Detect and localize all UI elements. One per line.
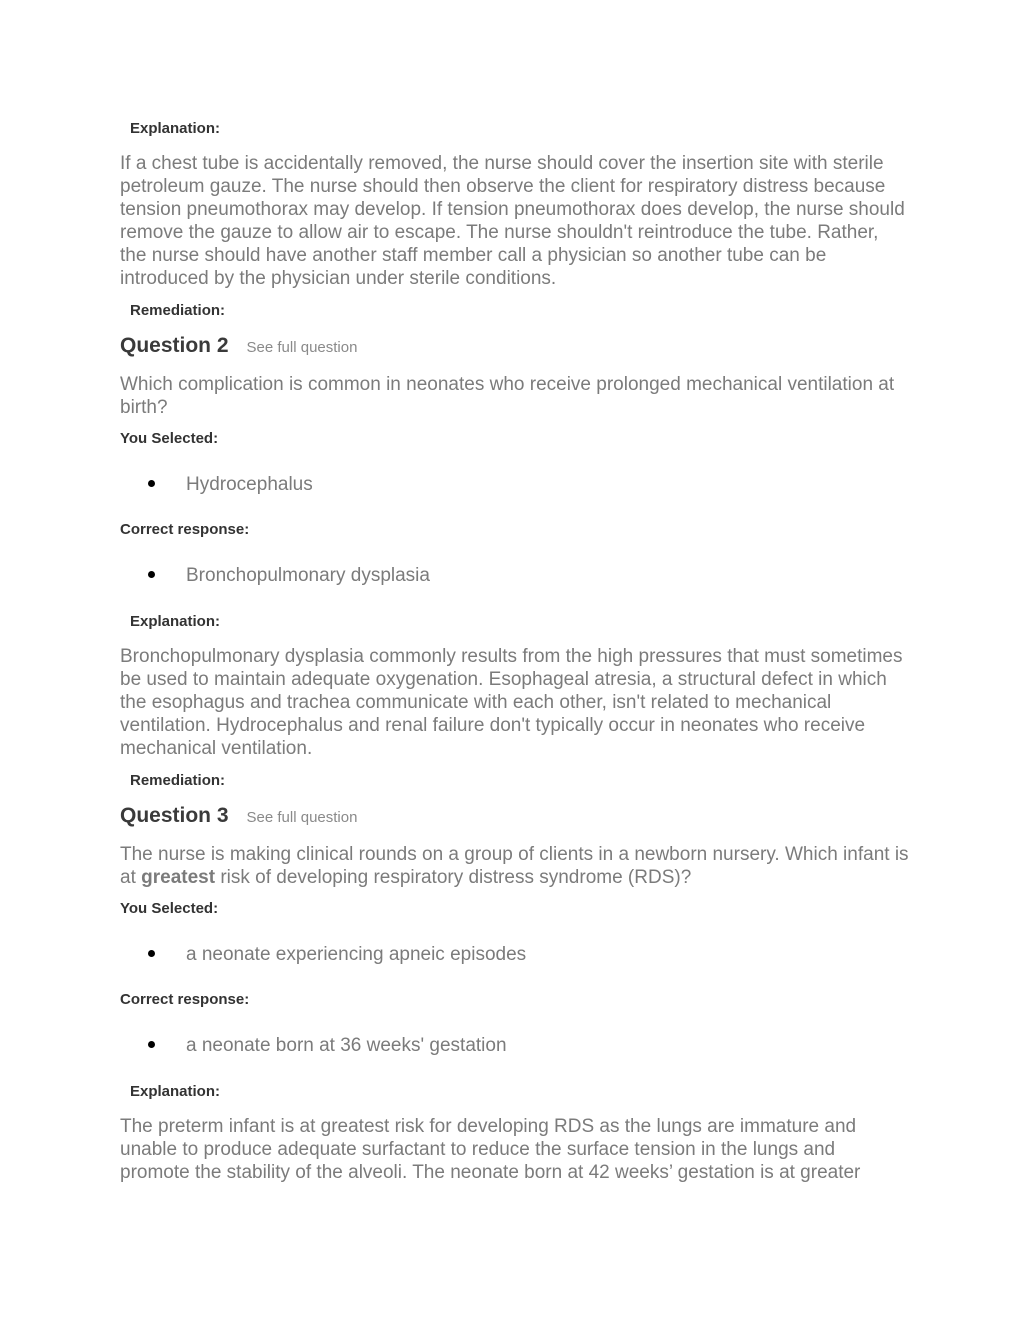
- question-text: [120, 843, 910, 889]
- remediation-label: Remediation:: [130, 302, 226, 319]
- bullet-icon: [148, 1041, 155, 1048]
- correct-answer-item: [120, 1031, 910, 1061]
- you-selected-label: You Selected:: [120, 900, 219, 917]
- remediation-label: Remediation:: [130, 772, 226, 789]
- explanation-text: The preterm infant is at greatest risk for developing RDS as the lungs are immature and unable to produce adequate surfactant to reduce the surface tension in the lungs and promote the stability of the alveoli. The neonate born at 42 weeks’ gestation is at greater: [120, 1116, 861, 1183]
- selected-answer-item: [120, 940, 910, 970]
- explanation-text: If a chest tube is accidentally removed, the nurse should cover the insertion site with sterile petroleum gauze. The nurse should then observe the client for respiratory distress because tension pneumothorax may develop. If tension pneumothorax does develop, the nurse should remove the gauze to allow air to escape. The nurse shouldn't reintroduce the tube. Rather, the nurse should have another staff member call a physician so another tube can be introduced by the physician under sterile conditions.: [120, 153, 905, 289]
- document-page: [120, 118, 910, 1184]
- bullet-icon: [148, 480, 155, 487]
- explanation-text: Bronchopulmonary dysplasia commonly results from the high pressures that must sometimes be used to maintain adequate oxygenation. Esophageal atresia, a structural defect in which the esophagus and trachea communicate with each other, isn't related to mechanical ventilation. Hydrocephalus and renal failure don't typically occur in neonates who receive mechanical ventilation.: [120, 646, 903, 759]
- selected-answer-item: [120, 470, 910, 500]
- selected-answer: a neonate experiencing apneic episodes: [186, 944, 527, 965]
- explanation-label: Explanation:: [130, 613, 221, 630]
- question-header: [120, 332, 910, 362]
- bullet-icon: [148, 571, 155, 578]
- correct-response-label: Correct response:: [120, 521, 250, 538]
- selected-answer: Hydrocephalus: [186, 474, 313, 495]
- question-title: Question 2: [120, 334, 229, 357]
- question-text-part: risk of developing respiratory distress syndrome (RDS)?: [215, 867, 692, 888]
- you-selected-label: You Selected:: [120, 430, 219, 447]
- question-text-emphasis: greatest: [141, 867, 216, 888]
- explanation-label: Explanation:: [130, 1083, 221, 1100]
- question-text-part: The nurse is making clinical rounds on a group of clients in a newborn nursery. Which infant is at: [120, 844, 909, 888]
- see-full-question-link[interactable]: See full question: [246, 809, 358, 826]
- bullet-icon: [148, 950, 155, 957]
- explanation-label: Explanation:: [130, 120, 221, 137]
- correct-answer: Bronchopulmonary dysplasia: [186, 565, 430, 586]
- question-title: Question 3: [120, 804, 229, 827]
- correct-response-label: Correct response:: [120, 991, 250, 1008]
- question-text: Which complication is common in neonates who receive prolonged mechanical ventilation at birth?: [120, 374, 895, 418]
- see-full-question-link[interactable]: See full question: [246, 339, 358, 356]
- question-header: [120, 802, 910, 832]
- correct-answer: a neonate born at 36 weeks' gestation: [186, 1035, 507, 1056]
- correct-answer-item: [120, 561, 910, 591]
